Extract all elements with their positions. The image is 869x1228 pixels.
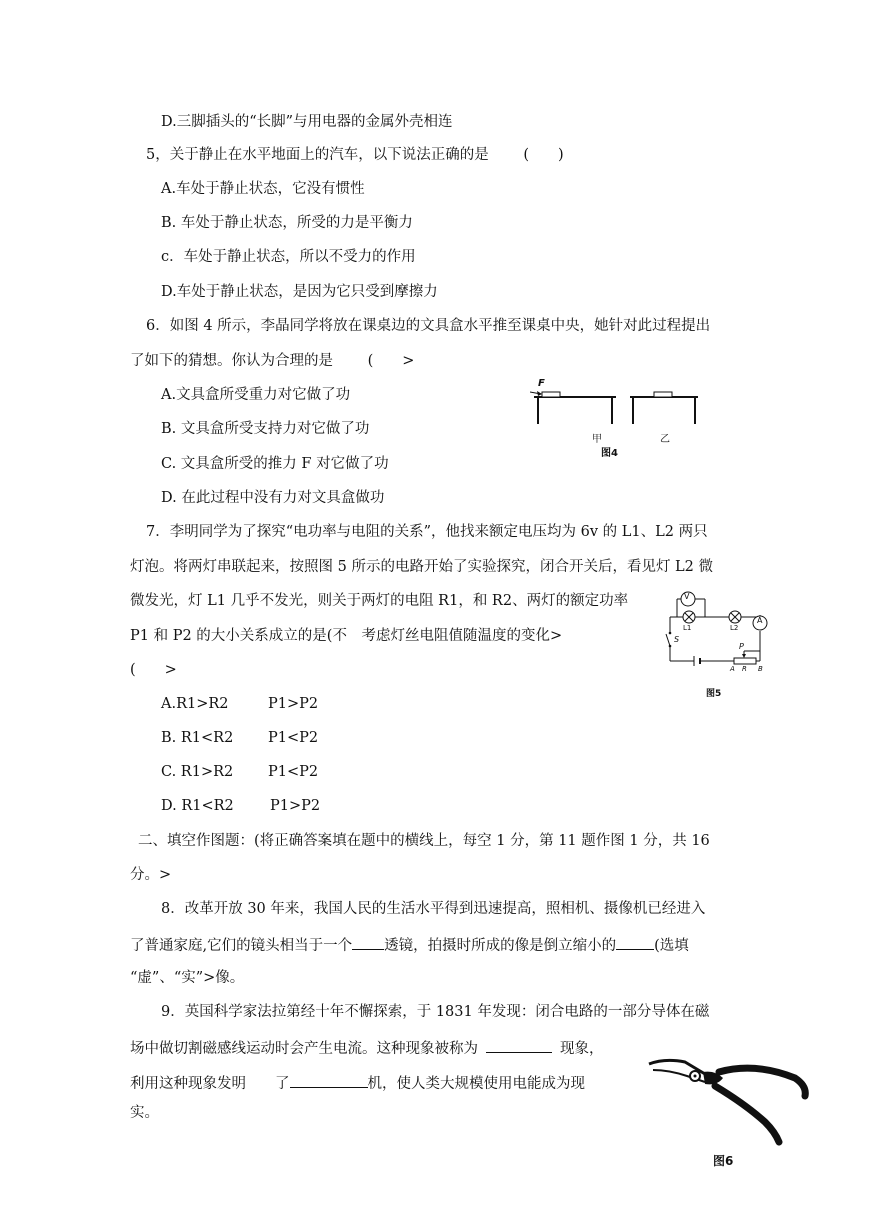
lamp2-label: L2 [730,624,739,632]
figure-4-caption: 图4 [601,448,618,459]
q9-line3-part1: 利用这种现象发明 了 [130,1076,290,1092]
q7-option-b [161,728,318,748]
q6-stem-line1: 6．如图 4 所示，李晶同学将放在课桌边的文具盒水平推至课桌中央，她针对此过程提出 [146,318,711,334]
q9-line2-part1: 场中做切割磁感线运动时会产生电流。这种现象被称为 [130,1041,478,1057]
figure-6-caption: 图6 [713,1154,734,1168]
q8-line1: 8．改革开放 30 年来，我国人民的生活水平得到迅速提高，照相机、摄像机已经进入 [161,901,706,917]
q7-option-a [161,694,318,714]
q9-blank-invention[interactable] [290,1072,368,1088]
q9-line2 [130,1037,604,1059]
q6-stem-text: 了如下的猜想。你认为合理的是 [130,353,333,369]
q7-option-c-resistance: C. R1>R2 [161,764,234,780]
q5-answer-paren: ( ) [523,147,564,163]
q7-option-a-resistance: A.R1>R2 [161,696,229,712]
q7-stem-line4: P1 和 P2 的大小关系成立的是(不 考虑灯丝电阻值随温度的变化> [130,628,563,644]
q8-blank-lens[interactable] [352,934,384,950]
figure-4 [530,378,710,458]
q7-option-a-power: P1>P2 [268,696,319,712]
q6-option-c: C. 文具盒所受的推力 F 对它做了功 [161,456,389,472]
q8-line2-part3: (选填 [654,938,689,954]
q5-option-b: B. 车处于静止状态，所受的力是平衡力 [161,215,413,231]
q9-line3 [130,1072,585,1094]
q7-stem-line3: 微发光，灯 L1 几乎不发光，则关于两灯的电阻 R1，和 R2、两灯的额定功率 [130,593,629,609]
q7-stem-line2: 灯泡。将两灯串联起来，按照图 5 所示的电路开始了实验探究，闭合开关后，看见灯 L2 微 [130,559,714,575]
resistor-end-b-label: B [758,665,763,673]
q7-stem-line1: 7．李明同学为了探究“电功率与电阻的关系”，他找来额定电压均为 6v 的 L1、L2 两只 [146,524,708,540]
q8-line3: “虚”、“实”>像。 [130,970,245,986]
q6-option-a: A.文具盒所受重力对它做了功 [161,387,351,403]
q6-option-b: B. 文具盒所受支持力对它做了功 [161,421,370,437]
q8-line2-part2: 透镜，拍摄时所成的像是倒立缩小的 [384,938,617,954]
q7-option-d-power: P1>P2 [270,798,321,814]
figure-6 [645,1050,815,1175]
q6-option-d: D. 在此过程中没有力对文具盒做功 [161,490,385,506]
q9-line1: 9．英国科学家法拉第经十年不懈探索，于 1831 年发现：闭合电路的一部分导体在磁 [161,1004,710,1020]
q6-stem-line2 [130,351,414,371]
q7-option-b-power: P1<P2 [268,730,319,746]
q5-option-a: A.车处于静止状态，它没有惯性 [161,181,365,197]
q9-line3-part2: 机，使人类大规模使用电能成为现 [367,1076,585,1092]
figure-4-drawing [530,378,710,458]
section-2-heading-line1: 二、填空作图题：(将正确答案填在题中的横线上，每空 1 分，第 11 题作图 1 分，共 16 [138,833,710,849]
q7-option-d [161,796,320,816]
resistor-end-a-label: A [730,665,735,673]
figure-4-label-left: 甲 [592,434,602,445]
q5-option-c: c．车处于静止状态，所以不受力的作用 [161,249,416,265]
q4-option-d: D.三脚插头的“长脚”与用电器的金属外壳相连 [161,114,453,130]
figure-5-caption: 图5 [706,689,722,699]
q9-blank-phenomenon[interactable] [486,1037,552,1053]
q5-stem [146,145,564,165]
q8-blank-image-type[interactable] [616,934,654,950]
q7-option-c-power: P1<P2 [268,764,319,780]
q5-option-d: D.车处于静止状态，是因为它只受到摩擦力 [161,284,438,300]
figure-5 [660,585,780,700]
q7-option-d-resistance: D. R1<R2 [161,798,234,814]
force-label: F [538,378,545,389]
q7-answer-paren: ( > [130,662,177,678]
q6-answer-paren: ( > [367,353,415,369]
q9-line4: 实。 [130,1105,159,1121]
lamp1-label: L1 [683,624,692,632]
slider-label: P [739,642,744,651]
voltmeter-label: V [684,592,690,601]
q7-option-c [161,762,318,782]
q8-line2-part1: 了普通家庭,它们的镜头相当于一个 [130,938,353,954]
section-2-heading-line2: 分。> [130,867,172,883]
q7-option-b-resistance: B. R1<R2 [161,730,234,746]
pliers-icon [645,1050,815,1150]
resistor-label: R [742,665,747,673]
q5-stem-text: 5，关于静止在水平地面上的汽车，以下说法正确的是 [146,147,489,163]
q9-line2-part2: 现象， [560,1041,604,1057]
q8-line2 [130,934,689,956]
ammeter-label: A [757,616,763,625]
figure-4-label-right: 乙 [660,434,670,445]
switch-label: S [674,635,680,644]
